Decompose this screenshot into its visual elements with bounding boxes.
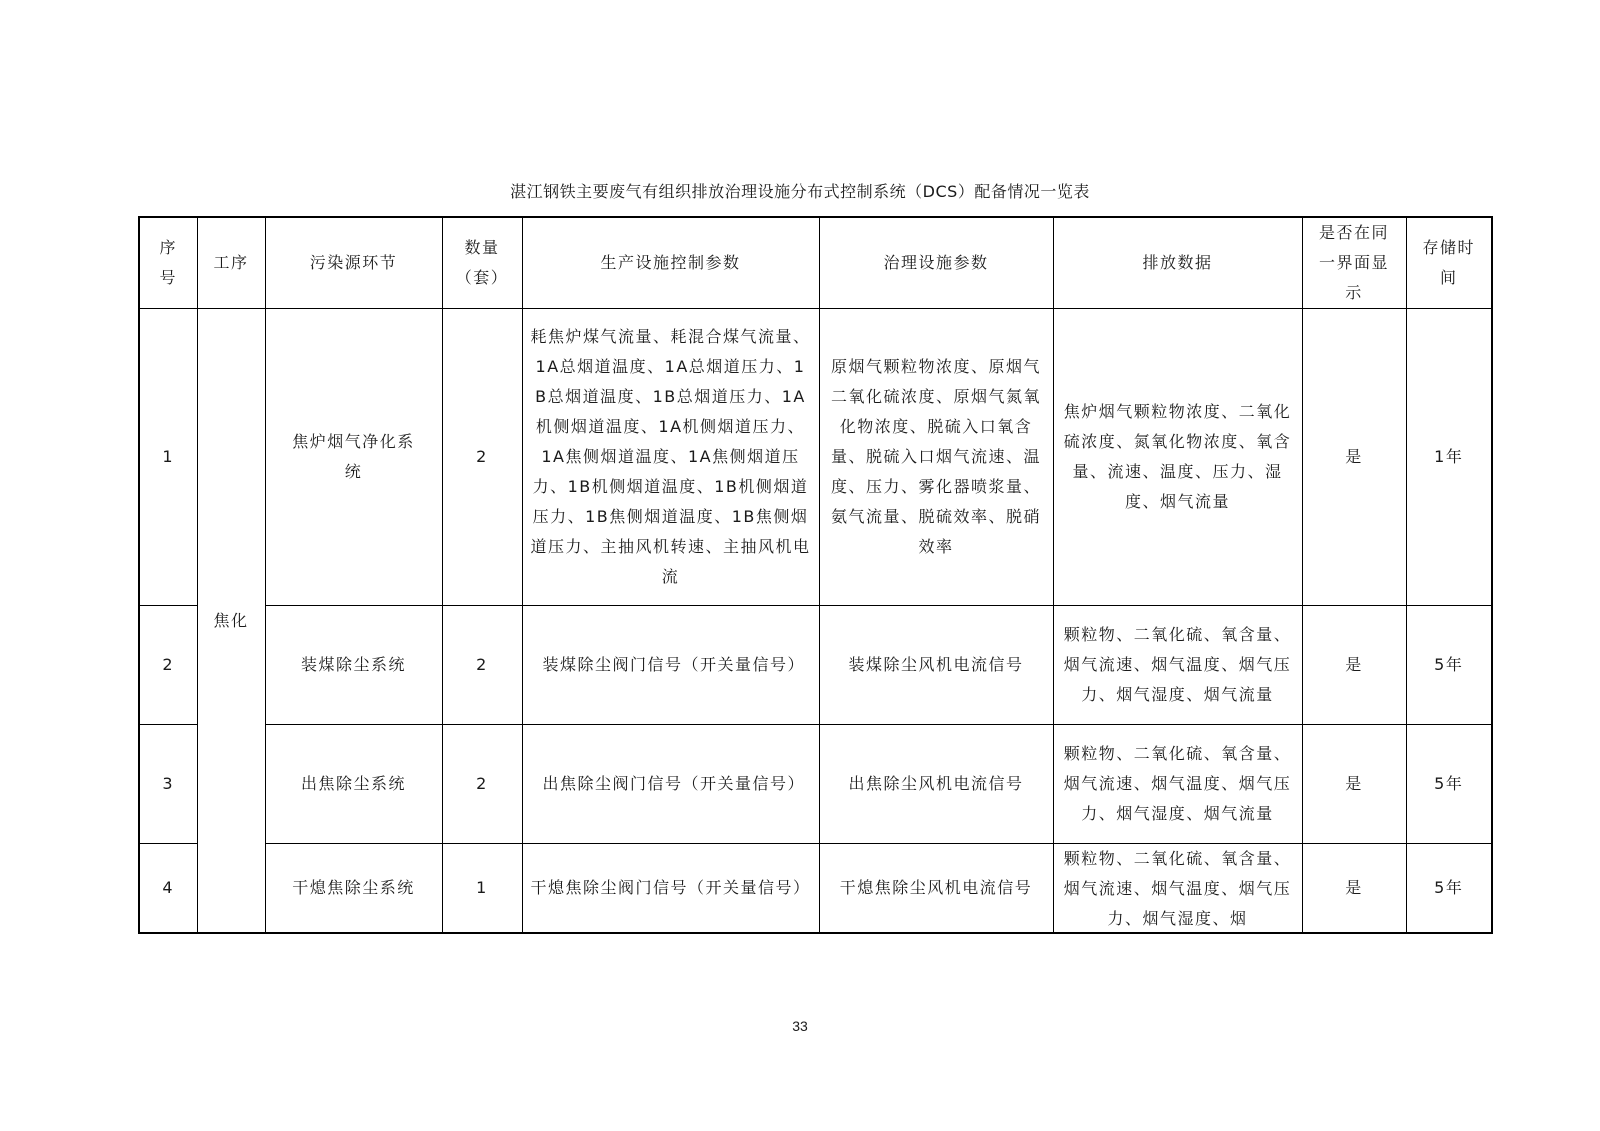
- cell-production-params: 耗焦炉煤气流量、耗混合煤气流量、1A总烟道温度、1A总烟道压力、1B总烟道温度、1B总烟道压力、1A机侧烟道温度、1A机侧烟道压力、1A焦侧烟道温度、1A焦侧烟道压力、1B机侧烟道温度、1B机侧烟道压力、1B焦侧烟道温度、1B焦侧烟道压力、主抽风机转速、主抽风机电流: [522, 309, 819, 606]
- cell-storage-time: 5年: [1406, 606, 1492, 725]
- cell-quantity: 2: [442, 606, 522, 725]
- cell-storage-time: 1年: [1406, 309, 1492, 606]
- header-quantity: 数量（套）: [442, 217, 522, 309]
- cell-emission-data: 颗粒物、二氧化硫、氧含量、烟气流速、烟气温度、烟气压力、烟气湿度、烟气流量: [1053, 725, 1302, 844]
- header-seq: 序号: [139, 217, 197, 309]
- cell-treatment-params: 原烟气颗粒物浓度、原烟气二氧化硫浓度、原烟气氮氧化物浓度、脱硫入口氧含量、脱硫入口烟气流速、温度、压力、雾化器喷浆量、氨气流量、脱硫效率、脱硝效率: [819, 309, 1053, 606]
- cell-same-interface: 是: [1302, 309, 1406, 606]
- cell-production-params: 出焦除尘阀门信号（开关量信号）: [522, 725, 819, 844]
- cell-same-interface: 是: [1302, 844, 1406, 934]
- cell-seq: 2: [139, 606, 197, 725]
- header-source: 污染源环节: [265, 217, 442, 309]
- cell-seq: 4: [139, 844, 197, 934]
- cell-source: 装煤除尘系统: [265, 606, 442, 725]
- cell-emission-data: 焦炉烟气颗粒物浓度、二氧化硫浓度、氮氧化物浓度、氧含量、流速、温度、压力、湿度、烟气流量: [1053, 309, 1302, 606]
- cell-quantity: 1: [442, 844, 522, 934]
- dcs-table: [138, 216, 1493, 934]
- cell-emission-data: [1053, 844, 1302, 934]
- table-row: [139, 844, 1492, 934]
- cell-seq: 3: [139, 725, 197, 844]
- cell-emission-data: 颗粒物、二氧化硫、氧含量、烟气流速、烟气温度、烟气压力、烟气湿度、烟气流量: [1053, 606, 1302, 725]
- cell-same-interface: 是: [1302, 606, 1406, 725]
- cell-quantity: 2: [442, 725, 522, 844]
- cell-same-interface: 是: [1302, 725, 1406, 844]
- header-production-params: 生产设施控制参数: [522, 217, 819, 309]
- cell-quantity: 2: [442, 309, 522, 606]
- header-emission-data: 排放数据: [1053, 217, 1302, 309]
- cell-production-params: 干熄焦除尘阀门信号（开关量信号）: [522, 844, 819, 934]
- header-storage-time: 存储时间: [1406, 217, 1492, 309]
- cell-storage-time: 5年: [1406, 844, 1492, 934]
- cell-treatment-params: 干熄焦除尘风机电流信号: [819, 844, 1053, 934]
- cell-treatment-params: 装煤除尘风机电流信号: [819, 606, 1053, 725]
- cell-production-params: 装煤除尘阀门信号（开关量信号）: [522, 606, 819, 725]
- header-same-interface: 是否在同一界面显示: [1302, 217, 1406, 309]
- emission-data-text: 颗粒物、二氧化硫、氧含量、烟气流速、烟气温度、烟气压力、烟气湿度、烟: [1063, 849, 1292, 928]
- cell-source: 干熄焦除尘系统: [265, 844, 442, 934]
- cell-treatment-params: 出焦除尘风机电流信号: [819, 725, 1053, 844]
- cell-seq: 1: [139, 309, 197, 606]
- table-row: [139, 725, 1492, 844]
- page-number: 33: [792, 1018, 808, 1034]
- page-title: 湛江钢铁主要废气有组织排放治理设施分布式控制系统（DCS）配备情况一览表: [510, 182, 1090, 201]
- table-row: [139, 309, 1492, 606]
- cell-storage-time: 5年: [1406, 725, 1492, 844]
- header-process: 工序: [197, 217, 265, 309]
- cell-process-group: 焦化: [197, 309, 265, 934]
- table-row: [139, 606, 1492, 725]
- cell-source: 出焦除尘系统: [265, 725, 442, 844]
- header-treatment-params: 治理设施参数: [819, 217, 1053, 309]
- table-header-row: [139, 217, 1492, 309]
- cell-source: 焦炉烟气净化系统: [265, 309, 442, 606]
